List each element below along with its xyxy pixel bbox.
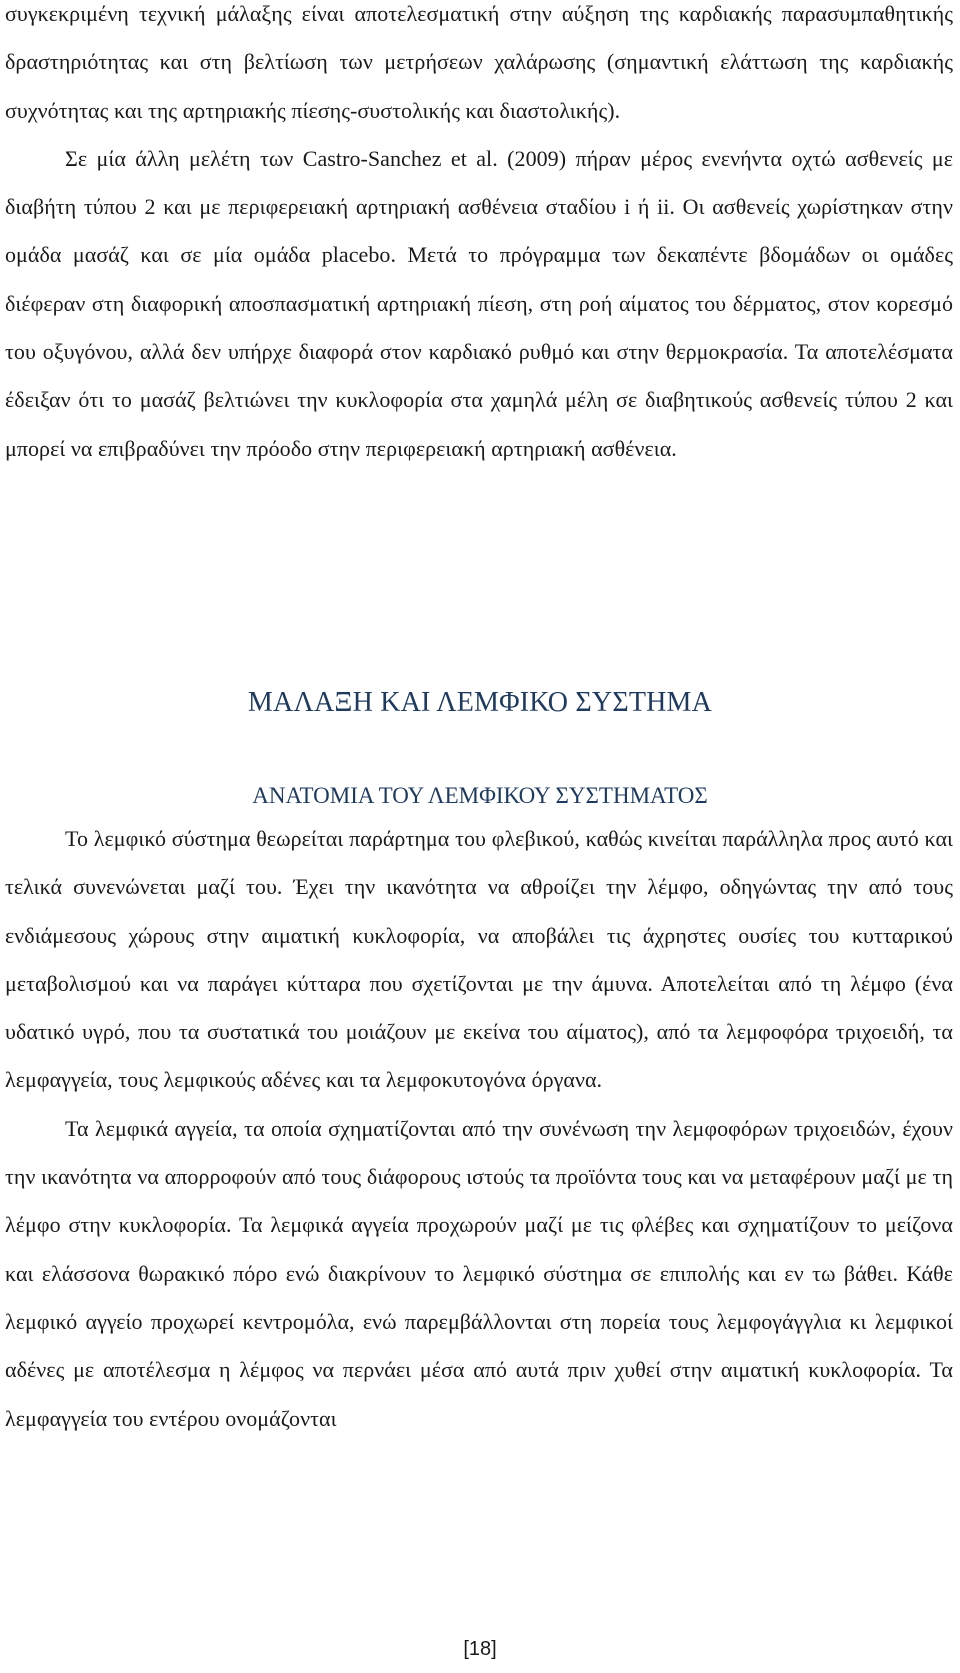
- section-paragraph-2: Τα λεμφικά αγγεία, τα οποία σχηματίζονται από την συνένωση την λεμφοφόρων τριχοειδών, έχουν την ικανότητα να απορροφούν από τους διάφορους ιστούς τα προϊόντα τους και να μεταφέρουν μαζί με τη λέμφο στην κυκλοφορία. Τα λεμφικά αγγεία προχωρούν μαζί με τις φλέβες και σχηματίζουν το μείζονα και ελάσσονα θωρακικό πόρο ενώ διακρίνουν το λεμφικό σύστημα σε επιπολής και εν τω βάθει. Κάθε λεμφικό αγγείο προχωρεί κεντρομόλα, ενώ παρεμβάλλονται στη πορεία τους λεμφογάγγλια κι λεμφικοί αδένες με αποτέλεσμα η λέμφος να περνάει μέσα από αυτά πριν χυθεί στην αιματική κυκλοφορία. Τα λεμφαγγεία του εντέρου ονομάζονται: [5, 1115, 953, 1431]
- intro-paragraph-1: συγκεκριμένη τεχνική μάλαξης είναι αποτελεσματική στην αύξηση της καρδιακής παρασυμπαθητικής δραστηριότητας και στη βελτίωση των μετρήσεων χαλάρωσης (σημαντική ελάττωση της καρδιακής συχνότητας και της αρτηριακής πίεσης-συστολικής και διαστολικής).: [5, 1, 953, 123]
- section-paragraph-1: Το λεμφικό σύστημα θεωρείται παράρτημα του φλεβικού, καθώς κινείται παράλληλα προς αυτό και τελικά συνενώνεται μαζί του. Έχει την ικανότητα να αθροίζει την λέμφο, οδηγώντας την από τους ενδιάμεσους χώρους στην αιματική κυκλοφορία, να αποβάλει τις άχρηστες ουσίες του κυτταρικού μεταβολισμού και να παράγει κύτταρα που σχετίζονται με την άμυνα. Αποτελείται από τη λέμφο (ένα υδατικό υγρό, που τα συστατικά του μοιάζουν με εκείνα του αίματος), από τα λεμφοφόρα τριχοειδή, τα λεμφαγγεία, τους λεμφικούς αδένες και τα λεμφοκυτογόνα όργανα.: [5, 826, 953, 1093]
- section-subheading: ΑΝΑΤΟΜΙΑ ΤΟΥ ΛΕΜΦΙΚΟΥ ΣΥΣΤΗΜΑΤΟΣ: [252, 783, 708, 808]
- section-heading: ΜΑΛΑΞΗ ΚΑΙ ΛΕΜΦΙΚΟ ΣΥΣΤΗΜΑ: [247, 687, 713, 718]
- intro-paragraph-2: Σε μία άλλη μελέτη των Castro-Sanchez et al. (2009) πήραν μέρος ενενήντα οχτώ ασθενείς με διαβήτη τύπου 2 και με περιφερειακή αρτηριακή ασθένεια σταδίου i ή ii. Οι ασθενείς χωρίστηκαν στην ομάδα μασάζ και σε μία ομάδα placebo. Μετά το πρόγραμμα των δεκαπέντε βδομάδων οι ομάδες διέφεραν στη διαφορική αποσπασματική αρτηριακή πίεση, στη ροή αίματος του δέρματος, στον κορεσμό του οξυγόνου, αλλά δεν υπήρχε διαφορά στον καρδιακό ρυθμό και στην θερμοκρασία. Τα αποτελέσματα έδειξαν ότι το μασάζ βελτιώνει την κυκλοφορία στα χαμηλά μέλη σε διαβητικούς ασθενείς τύπου 2 και μπορεί να επιβραδύνει την πρόοδο στην περιφερειακή αρτηριακή ασθένεια.: [5, 145, 953, 461]
- intro-text: [5, 0, 953, 473]
- page-number: [18]: [463, 1638, 497, 1660]
- section-text: [5, 815, 953, 1443]
